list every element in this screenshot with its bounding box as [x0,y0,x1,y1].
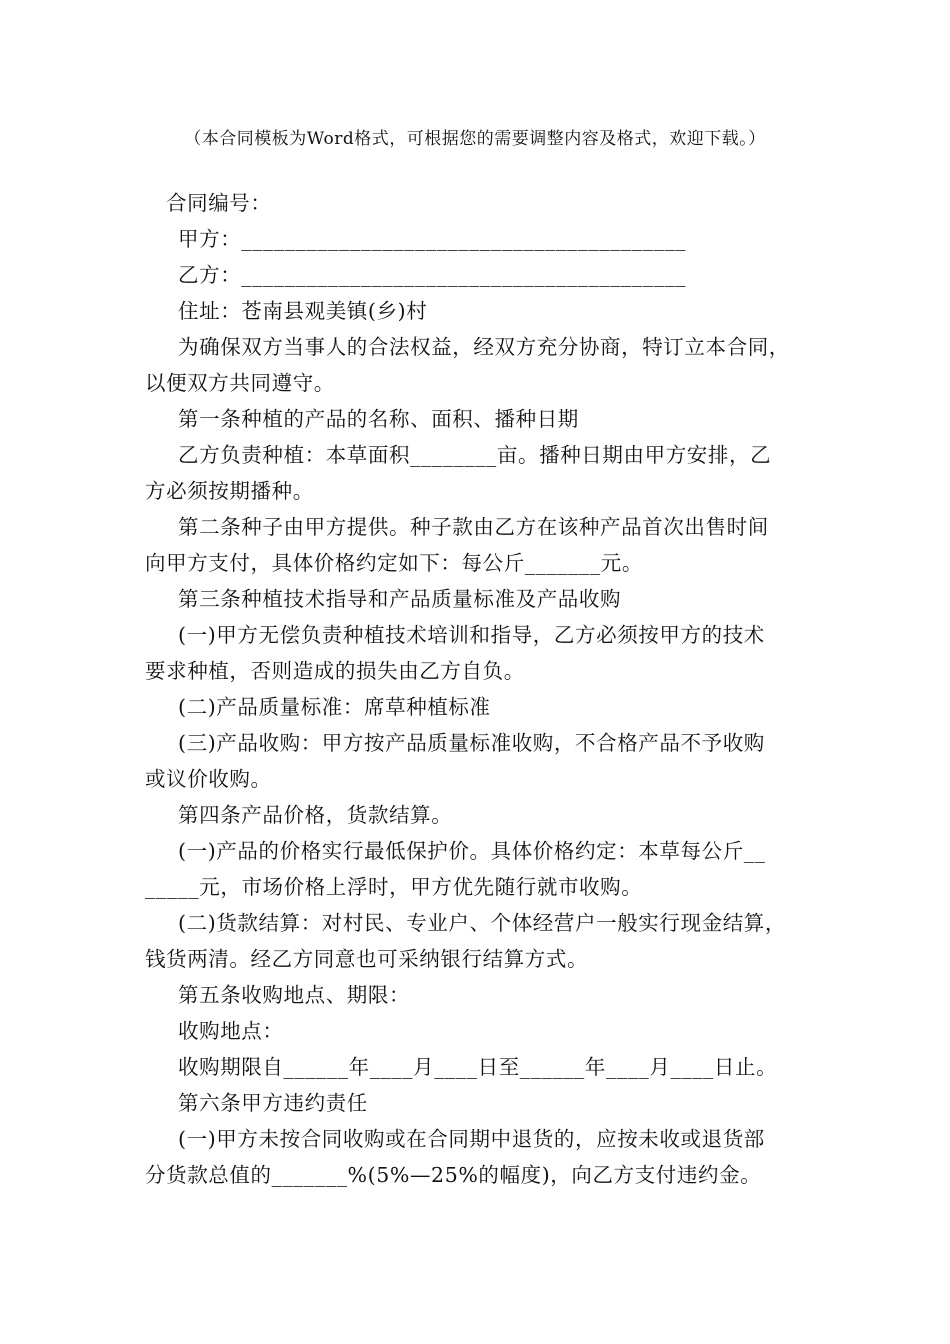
paragraph-line: 分货款总值的_______%(5%—25%的幅度)，向乙方支付违约金。 [145,1163,762,1187]
paragraph-line: 方必须按期播种。 [145,479,314,503]
article-heading: 第四条产品价格，货款结算。 [178,803,453,827]
paragraph-line: 向甲方支付，具体价格约定如下：每公斤_______元。 [145,551,643,575]
article-heading: 第六条甲方违约责任 [178,1091,368,1115]
paragraph-line: 或议价收购。 [145,767,272,791]
article-heading: 第三条种植技术指导和产品质量标准及产品收购 [178,587,622,611]
paragraph-line: (一)产品的价格实行最低保护价。具体价格约定：本草每公斤__ [178,839,766,863]
paragraph-line: (一)甲方无偿负责种植技术培训和指导，乙方必须按甲方的技术 [178,623,765,647]
party-b-line: 乙方：_________________________________________ [178,263,687,287]
paragraph-line: 收购期限自______年____月____日至______年____月____日止。 [178,1055,778,1079]
article-heading: 第一条种植的产品的名称、面积、播种日期 [178,407,579,431]
address-line: 住址：苍南县观美镇(乡)村 [178,299,428,323]
contract-number-label: 合同编号： [166,191,272,215]
paragraph-line: 收购地点： [178,1019,284,1043]
paragraph-line: 以便双方共同遵守。 [145,371,335,395]
party-a-line: 甲方：_________________________________________ [178,227,687,251]
paragraph-line: (三)产品收购：甲方按产品质量标准收购，不合格产品不予收购 [178,731,765,755]
paragraph-line: _____元，市场价格上浮时，甲方优先随行就市收购。 [145,875,643,899]
template-note: （本合同模板为Word格式，可根据您的需要调整内容及格式，欢迎下载。） [184,129,766,149]
paragraph-line: (二)货款结算：对村民、专业户、个体经营户一般实行现金结算， [178,911,786,935]
article-heading: 第五条收购地点、期限： [178,983,411,1007]
paragraph-line: 为确保双方当事人的合法权益，经双方充分协商，特订立本合同， [178,335,790,359]
paragraph-line: 乙方负责种植：本草面积________亩。播种日期由甲方安排，乙 [178,443,772,467]
article-heading: 第二条种子由甲方提供。种子款由乙方在该种产品首次出售时间 [178,515,769,539]
paragraph-line: 要求种植，否则造成的损失由乙方自负。 [145,659,525,683]
paragraph-line: (一)甲方未按合同收购或在合同期中退货的，应按未收或退货部 [178,1127,765,1151]
paragraph-line: 钱货两清。经乙方同意也可采纳银行结算方式。 [145,947,589,971]
paragraph-line: (二)产品质量标准：席草种植标准 [178,695,491,719]
